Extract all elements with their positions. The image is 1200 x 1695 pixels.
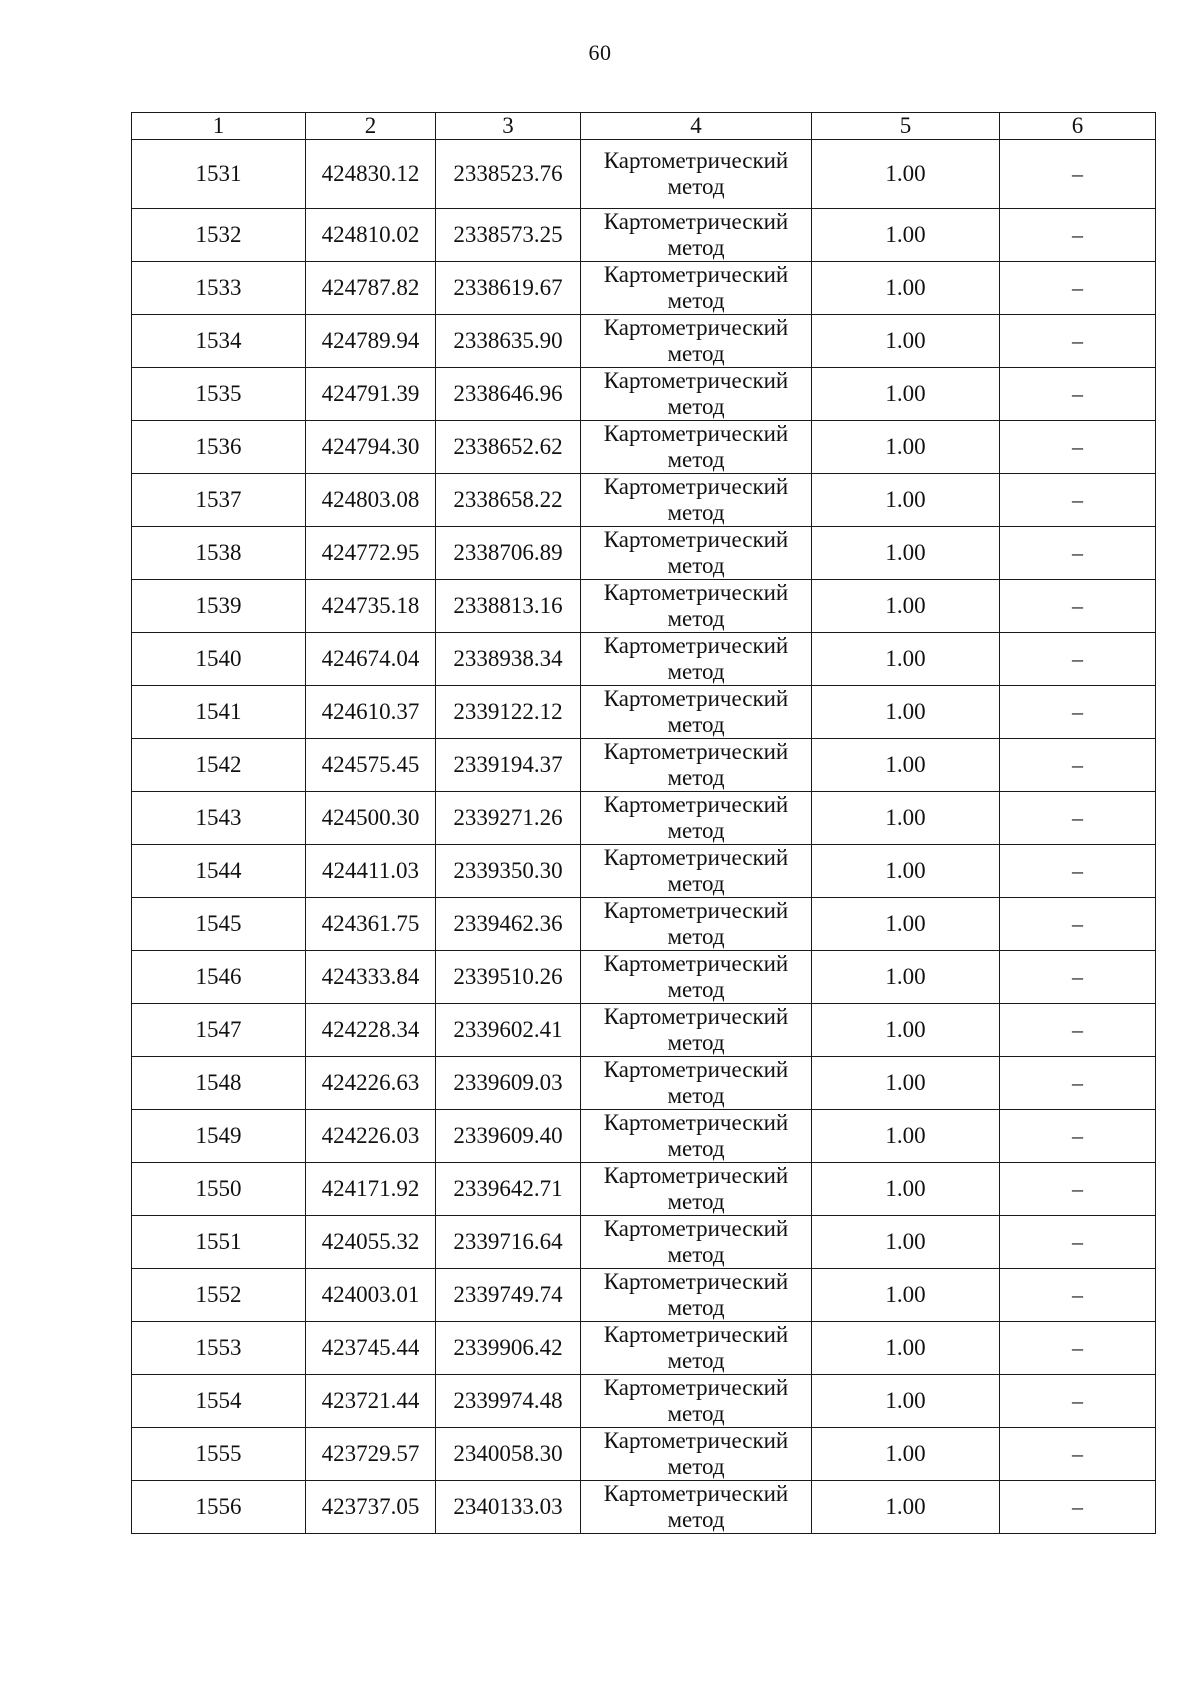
y-coordinate-cell: 2339510.26 xyxy=(436,951,581,1004)
y-coordinate-cell: 2339609.03 xyxy=(436,1057,581,1110)
accuracy-cell: 1.00 xyxy=(812,1375,1000,1428)
note-cell: – xyxy=(1000,792,1156,845)
x-coordinate-cell: 424787.82 xyxy=(306,262,436,315)
table-row xyxy=(132,951,1156,1004)
method-line-2: метод xyxy=(667,1189,725,1214)
y-coordinate-cell: 2340133.03 xyxy=(436,1481,581,1534)
point-number-cell: 1551 xyxy=(132,1216,306,1269)
method-line-1: Картометрический xyxy=(603,1110,789,1135)
method-cell xyxy=(581,580,812,633)
method-line-1: Картометрический xyxy=(603,148,789,173)
column-header: 3 xyxy=(436,113,581,140)
method-line-1: Картометрический xyxy=(603,951,789,976)
method-line-1: Картометрический xyxy=(603,739,789,764)
x-coordinate-cell: 424830.12 xyxy=(306,140,436,209)
accuracy-cell: 1.00 xyxy=(812,792,1000,845)
accuracy-cell: 1.00 xyxy=(812,527,1000,580)
method-cell xyxy=(581,140,812,209)
method-cell xyxy=(581,368,812,421)
column-header: 2 xyxy=(306,113,436,140)
note-cell: – xyxy=(1000,474,1156,527)
y-coordinate-cell: 2339271.26 xyxy=(436,792,581,845)
y-coordinate-cell: 2339350.30 xyxy=(436,845,581,898)
x-coordinate-cell: 424228.34 xyxy=(306,1004,436,1057)
table-row xyxy=(132,1057,1156,1110)
x-coordinate-cell: 424333.84 xyxy=(306,951,436,1004)
method-line-1: Картометрический xyxy=(603,1216,789,1241)
method-cell xyxy=(581,951,812,1004)
x-coordinate-cell: 424789.94 xyxy=(306,315,436,368)
table-row xyxy=(132,1322,1156,1375)
method-cell xyxy=(581,1004,812,1057)
method-line-2: метод xyxy=(667,1136,725,1161)
method-line-2: метод xyxy=(667,1242,725,1267)
y-coordinate-cell: 2339749.74 xyxy=(436,1269,581,1322)
accuracy-cell: 1.00 xyxy=(812,739,1000,792)
note-cell: – xyxy=(1000,140,1156,209)
accuracy-cell: 1.00 xyxy=(812,951,1000,1004)
y-coordinate-cell: 2339122.12 xyxy=(436,686,581,739)
column-header: 6 xyxy=(1000,113,1156,140)
x-coordinate-cell: 424361.75 xyxy=(306,898,436,951)
method-line-1: Картометрический xyxy=(603,209,789,234)
point-number-cell: 1541 xyxy=(132,686,306,739)
table-header-row xyxy=(132,113,1156,140)
point-number-cell: 1543 xyxy=(132,792,306,845)
accuracy-cell: 1.00 xyxy=(812,1481,1000,1534)
table-row xyxy=(132,1481,1156,1534)
point-number-cell: 1542 xyxy=(132,739,306,792)
table-row xyxy=(132,315,1156,368)
point-number-cell: 1537 xyxy=(132,474,306,527)
method-cell xyxy=(581,1375,812,1428)
method-line-2: метод xyxy=(667,1030,725,1055)
method-line-1: Картометрический xyxy=(603,1004,789,1029)
note-cell: – xyxy=(1000,1428,1156,1481)
column-header: 1 xyxy=(132,113,306,140)
method-cell xyxy=(581,792,812,845)
method-line-2: метод xyxy=(667,871,725,896)
x-coordinate-cell: 424055.32 xyxy=(306,1216,436,1269)
table-row xyxy=(132,1428,1156,1481)
point-number-cell: 1549 xyxy=(132,1110,306,1163)
y-coordinate-cell: 2339609.40 xyxy=(436,1110,581,1163)
method-line-2: метод xyxy=(667,1401,725,1426)
accuracy-cell: 1.00 xyxy=(812,686,1000,739)
method-line-1: Картометрический xyxy=(603,1428,789,1453)
y-coordinate-cell: 2339462.36 xyxy=(436,898,581,951)
accuracy-cell: 1.00 xyxy=(812,315,1000,368)
point-number-cell: 1535 xyxy=(132,368,306,421)
x-coordinate-cell: 424674.04 xyxy=(306,633,436,686)
y-coordinate-cell: 2338658.22 xyxy=(436,474,581,527)
y-coordinate-cell: 2338706.89 xyxy=(436,527,581,580)
coordinates-table xyxy=(131,112,1156,1534)
method-line-1: Картометрический xyxy=(603,527,789,552)
note-cell: – xyxy=(1000,527,1156,580)
method-cell xyxy=(581,845,812,898)
table-row xyxy=(132,1269,1156,1322)
y-coordinate-cell: 2339974.48 xyxy=(436,1375,581,1428)
note-cell: – xyxy=(1000,1481,1156,1534)
method-line-2: метод xyxy=(667,553,725,578)
y-coordinate-cell: 2339716.64 xyxy=(436,1216,581,1269)
table-row xyxy=(132,1004,1156,1057)
accuracy-cell: 1.00 xyxy=(812,1322,1000,1375)
column-header: 5 xyxy=(812,113,1000,140)
method-line-2: метод xyxy=(667,1454,725,1479)
accuracy-cell: 1.00 xyxy=(812,209,1000,262)
table-row xyxy=(132,140,1156,209)
note-cell: – xyxy=(1000,368,1156,421)
note-cell: – xyxy=(1000,580,1156,633)
method-line-2: метод xyxy=(667,1295,725,1320)
method-line-2: метод xyxy=(667,924,725,949)
x-coordinate-cell: 424735.18 xyxy=(306,580,436,633)
point-number-cell: 1540 xyxy=(132,633,306,686)
x-coordinate-cell: 424003.01 xyxy=(306,1269,436,1322)
note-cell: – xyxy=(1000,1163,1156,1216)
point-number-cell: 1544 xyxy=(132,845,306,898)
accuracy-cell: 1.00 xyxy=(812,1004,1000,1057)
x-coordinate-cell: 423745.44 xyxy=(306,1322,436,1375)
point-number-cell: 1553 xyxy=(132,1322,306,1375)
method-line-1: Картометрический xyxy=(603,1322,789,1347)
point-number-cell: 1538 xyxy=(132,527,306,580)
table-row xyxy=(132,898,1156,951)
accuracy-cell: 1.00 xyxy=(812,1269,1000,1322)
table-row xyxy=(132,633,1156,686)
accuracy-cell: 1.00 xyxy=(812,580,1000,633)
method-cell xyxy=(581,633,812,686)
y-coordinate-cell: 2339642.71 xyxy=(436,1163,581,1216)
y-coordinate-cell: 2339602.41 xyxy=(436,1004,581,1057)
method-cell xyxy=(581,262,812,315)
method-line-1: Картометрический xyxy=(603,421,789,446)
table-row xyxy=(132,1110,1156,1163)
note-cell: – xyxy=(1000,315,1156,368)
note-cell: – xyxy=(1000,262,1156,315)
note-cell: – xyxy=(1000,421,1156,474)
point-number-cell: 1550 xyxy=(132,1163,306,1216)
method-line-2: метод xyxy=(667,1507,725,1532)
method-line-2: метод xyxy=(667,712,725,737)
method-line-1: Картометрический xyxy=(603,686,789,711)
accuracy-cell: 1.00 xyxy=(812,368,1000,421)
method-cell xyxy=(581,1110,812,1163)
accuracy-cell: 1.00 xyxy=(812,1428,1000,1481)
point-number-cell: 1555 xyxy=(132,1428,306,1481)
table-body xyxy=(132,140,1156,1534)
table-row xyxy=(132,421,1156,474)
method-line-1: Картометрический xyxy=(603,845,789,870)
method-line-2: метод xyxy=(667,606,725,631)
method-cell xyxy=(581,1269,812,1322)
accuracy-cell: 1.00 xyxy=(812,633,1000,686)
point-number-cell: 1552 xyxy=(132,1269,306,1322)
method-line-2: метод xyxy=(667,765,725,790)
method-cell xyxy=(581,1481,812,1534)
table-row xyxy=(132,474,1156,527)
point-number-cell: 1546 xyxy=(132,951,306,1004)
method-line-1: Картометрический xyxy=(603,315,789,340)
method-line-1: Картометрический xyxy=(603,1269,789,1294)
note-cell: – xyxy=(1000,951,1156,1004)
x-coordinate-cell: 424575.45 xyxy=(306,739,436,792)
note-cell: – xyxy=(1000,1110,1156,1163)
y-coordinate-cell: 2338652.62 xyxy=(436,421,581,474)
accuracy-cell: 1.00 xyxy=(812,845,1000,898)
method-cell xyxy=(581,209,812,262)
note-cell: – xyxy=(1000,1004,1156,1057)
y-coordinate-cell: 2338523.76 xyxy=(436,140,581,209)
method-cell xyxy=(581,739,812,792)
point-number-cell: 1554 xyxy=(132,1375,306,1428)
point-number-cell: 1536 xyxy=(132,421,306,474)
point-number-cell: 1556 xyxy=(132,1481,306,1534)
accuracy-cell: 1.00 xyxy=(812,421,1000,474)
method-line-2: метод xyxy=(667,818,725,843)
x-coordinate-cell: 423737.05 xyxy=(306,1481,436,1534)
point-number-cell: 1531 xyxy=(132,140,306,209)
x-coordinate-cell: 424810.02 xyxy=(306,209,436,262)
x-coordinate-cell: 424226.63 xyxy=(306,1057,436,1110)
point-number-cell: 1545 xyxy=(132,898,306,951)
accuracy-cell: 1.00 xyxy=(812,1110,1000,1163)
column-header: 4 xyxy=(581,113,812,140)
note-cell: – xyxy=(1000,209,1156,262)
note-cell: – xyxy=(1000,686,1156,739)
y-coordinate-cell: 2338619.67 xyxy=(436,262,581,315)
method-line-2: метод xyxy=(667,235,725,260)
method-line-2: метод xyxy=(667,977,725,1002)
point-number-cell: 1532 xyxy=(132,209,306,262)
y-coordinate-cell: 2338938.34 xyxy=(436,633,581,686)
method-line-2: метод xyxy=(667,288,725,313)
note-cell: – xyxy=(1000,845,1156,898)
point-number-cell: 1539 xyxy=(132,580,306,633)
method-cell xyxy=(581,1057,812,1110)
note-cell: – xyxy=(1000,1322,1156,1375)
method-cell xyxy=(581,1322,812,1375)
method-line-2: метод xyxy=(667,1348,725,1373)
x-coordinate-cell: 424500.30 xyxy=(306,792,436,845)
method-line-2: метод xyxy=(667,174,725,199)
x-coordinate-cell: 424411.03 xyxy=(306,845,436,898)
table-row xyxy=(132,739,1156,792)
method-line-1: Картометрический xyxy=(603,792,789,817)
table-row xyxy=(132,686,1156,739)
method-line-2: метод xyxy=(667,394,725,419)
method-cell xyxy=(581,315,812,368)
method-line-1: Картометрический xyxy=(603,1163,789,1188)
y-coordinate-cell: 2339906.42 xyxy=(436,1322,581,1375)
accuracy-cell: 1.00 xyxy=(812,474,1000,527)
accuracy-cell: 1.00 xyxy=(812,262,1000,315)
table-row xyxy=(132,527,1156,580)
table-row xyxy=(132,1216,1156,1269)
method-line-2: метод xyxy=(667,659,725,684)
x-coordinate-cell: 424226.03 xyxy=(306,1110,436,1163)
note-cell: – xyxy=(1000,633,1156,686)
method-line-1: Картометрический xyxy=(603,633,789,658)
accuracy-cell: 1.00 xyxy=(812,1163,1000,1216)
accuracy-cell: 1.00 xyxy=(812,898,1000,951)
x-coordinate-cell: 424791.39 xyxy=(306,368,436,421)
x-coordinate-cell: 423721.44 xyxy=(306,1375,436,1428)
method-line-1: Картометрический xyxy=(603,580,789,605)
method-cell xyxy=(581,686,812,739)
accuracy-cell: 1.00 xyxy=(812,140,1000,209)
point-number-cell: 1534 xyxy=(132,315,306,368)
accuracy-cell: 1.00 xyxy=(812,1057,1000,1110)
y-coordinate-cell: 2338646.96 xyxy=(436,368,581,421)
method-cell xyxy=(581,527,812,580)
note-cell: – xyxy=(1000,898,1156,951)
method-line-2: метод xyxy=(667,1083,725,1108)
table-row xyxy=(132,262,1156,315)
point-number-cell: 1547 xyxy=(132,1004,306,1057)
y-coordinate-cell: 2338635.90 xyxy=(436,315,581,368)
method-cell xyxy=(581,474,812,527)
table-row xyxy=(132,792,1156,845)
method-line-1: Картометрический xyxy=(603,1057,789,1082)
method-line-2: метод xyxy=(667,341,725,366)
y-coordinate-cell: 2338813.16 xyxy=(436,580,581,633)
table-row xyxy=(132,845,1156,898)
method-cell xyxy=(581,898,812,951)
point-number-cell: 1533 xyxy=(132,262,306,315)
method-line-1: Картометрический xyxy=(603,1481,789,1506)
method-line-2: метод xyxy=(667,500,725,525)
note-cell: – xyxy=(1000,1269,1156,1322)
y-coordinate-cell: 2340058.30 xyxy=(436,1428,581,1481)
method-line-1: Картометрический xyxy=(603,262,789,287)
method-cell xyxy=(581,1216,812,1269)
y-coordinate-cell: 2338573.25 xyxy=(436,209,581,262)
method-cell xyxy=(581,421,812,474)
note-cell: – xyxy=(1000,1375,1156,1428)
method-line-1: Картометрический xyxy=(603,898,789,923)
point-number-cell: 1548 xyxy=(132,1057,306,1110)
x-coordinate-cell: 424772.95 xyxy=(306,527,436,580)
y-coordinate-cell: 2339194.37 xyxy=(436,739,581,792)
table-row xyxy=(132,368,1156,421)
table-row xyxy=(132,580,1156,633)
method-line-1: Картометрический xyxy=(603,1375,789,1400)
table-row xyxy=(132,209,1156,262)
x-coordinate-cell: 423729.57 xyxy=(306,1428,436,1481)
table-row xyxy=(132,1375,1156,1428)
method-line-1: Картометрический xyxy=(603,368,789,393)
method-line-1: Картометрический xyxy=(603,474,789,499)
accuracy-cell: 1.00 xyxy=(812,1216,1000,1269)
x-coordinate-cell: 424794.30 xyxy=(306,421,436,474)
method-cell xyxy=(581,1163,812,1216)
x-coordinate-cell: 424803.08 xyxy=(306,474,436,527)
method-cell xyxy=(581,1428,812,1481)
note-cell: – xyxy=(1000,1057,1156,1110)
page-number: 60 xyxy=(588,40,612,65)
table-row xyxy=(132,1163,1156,1216)
x-coordinate-cell: 424610.37 xyxy=(306,686,436,739)
method-line-2: метод xyxy=(667,447,725,472)
x-coordinate-cell: 424171.92 xyxy=(306,1163,436,1216)
note-cell: – xyxy=(1000,739,1156,792)
note-cell: – xyxy=(1000,1216,1156,1269)
